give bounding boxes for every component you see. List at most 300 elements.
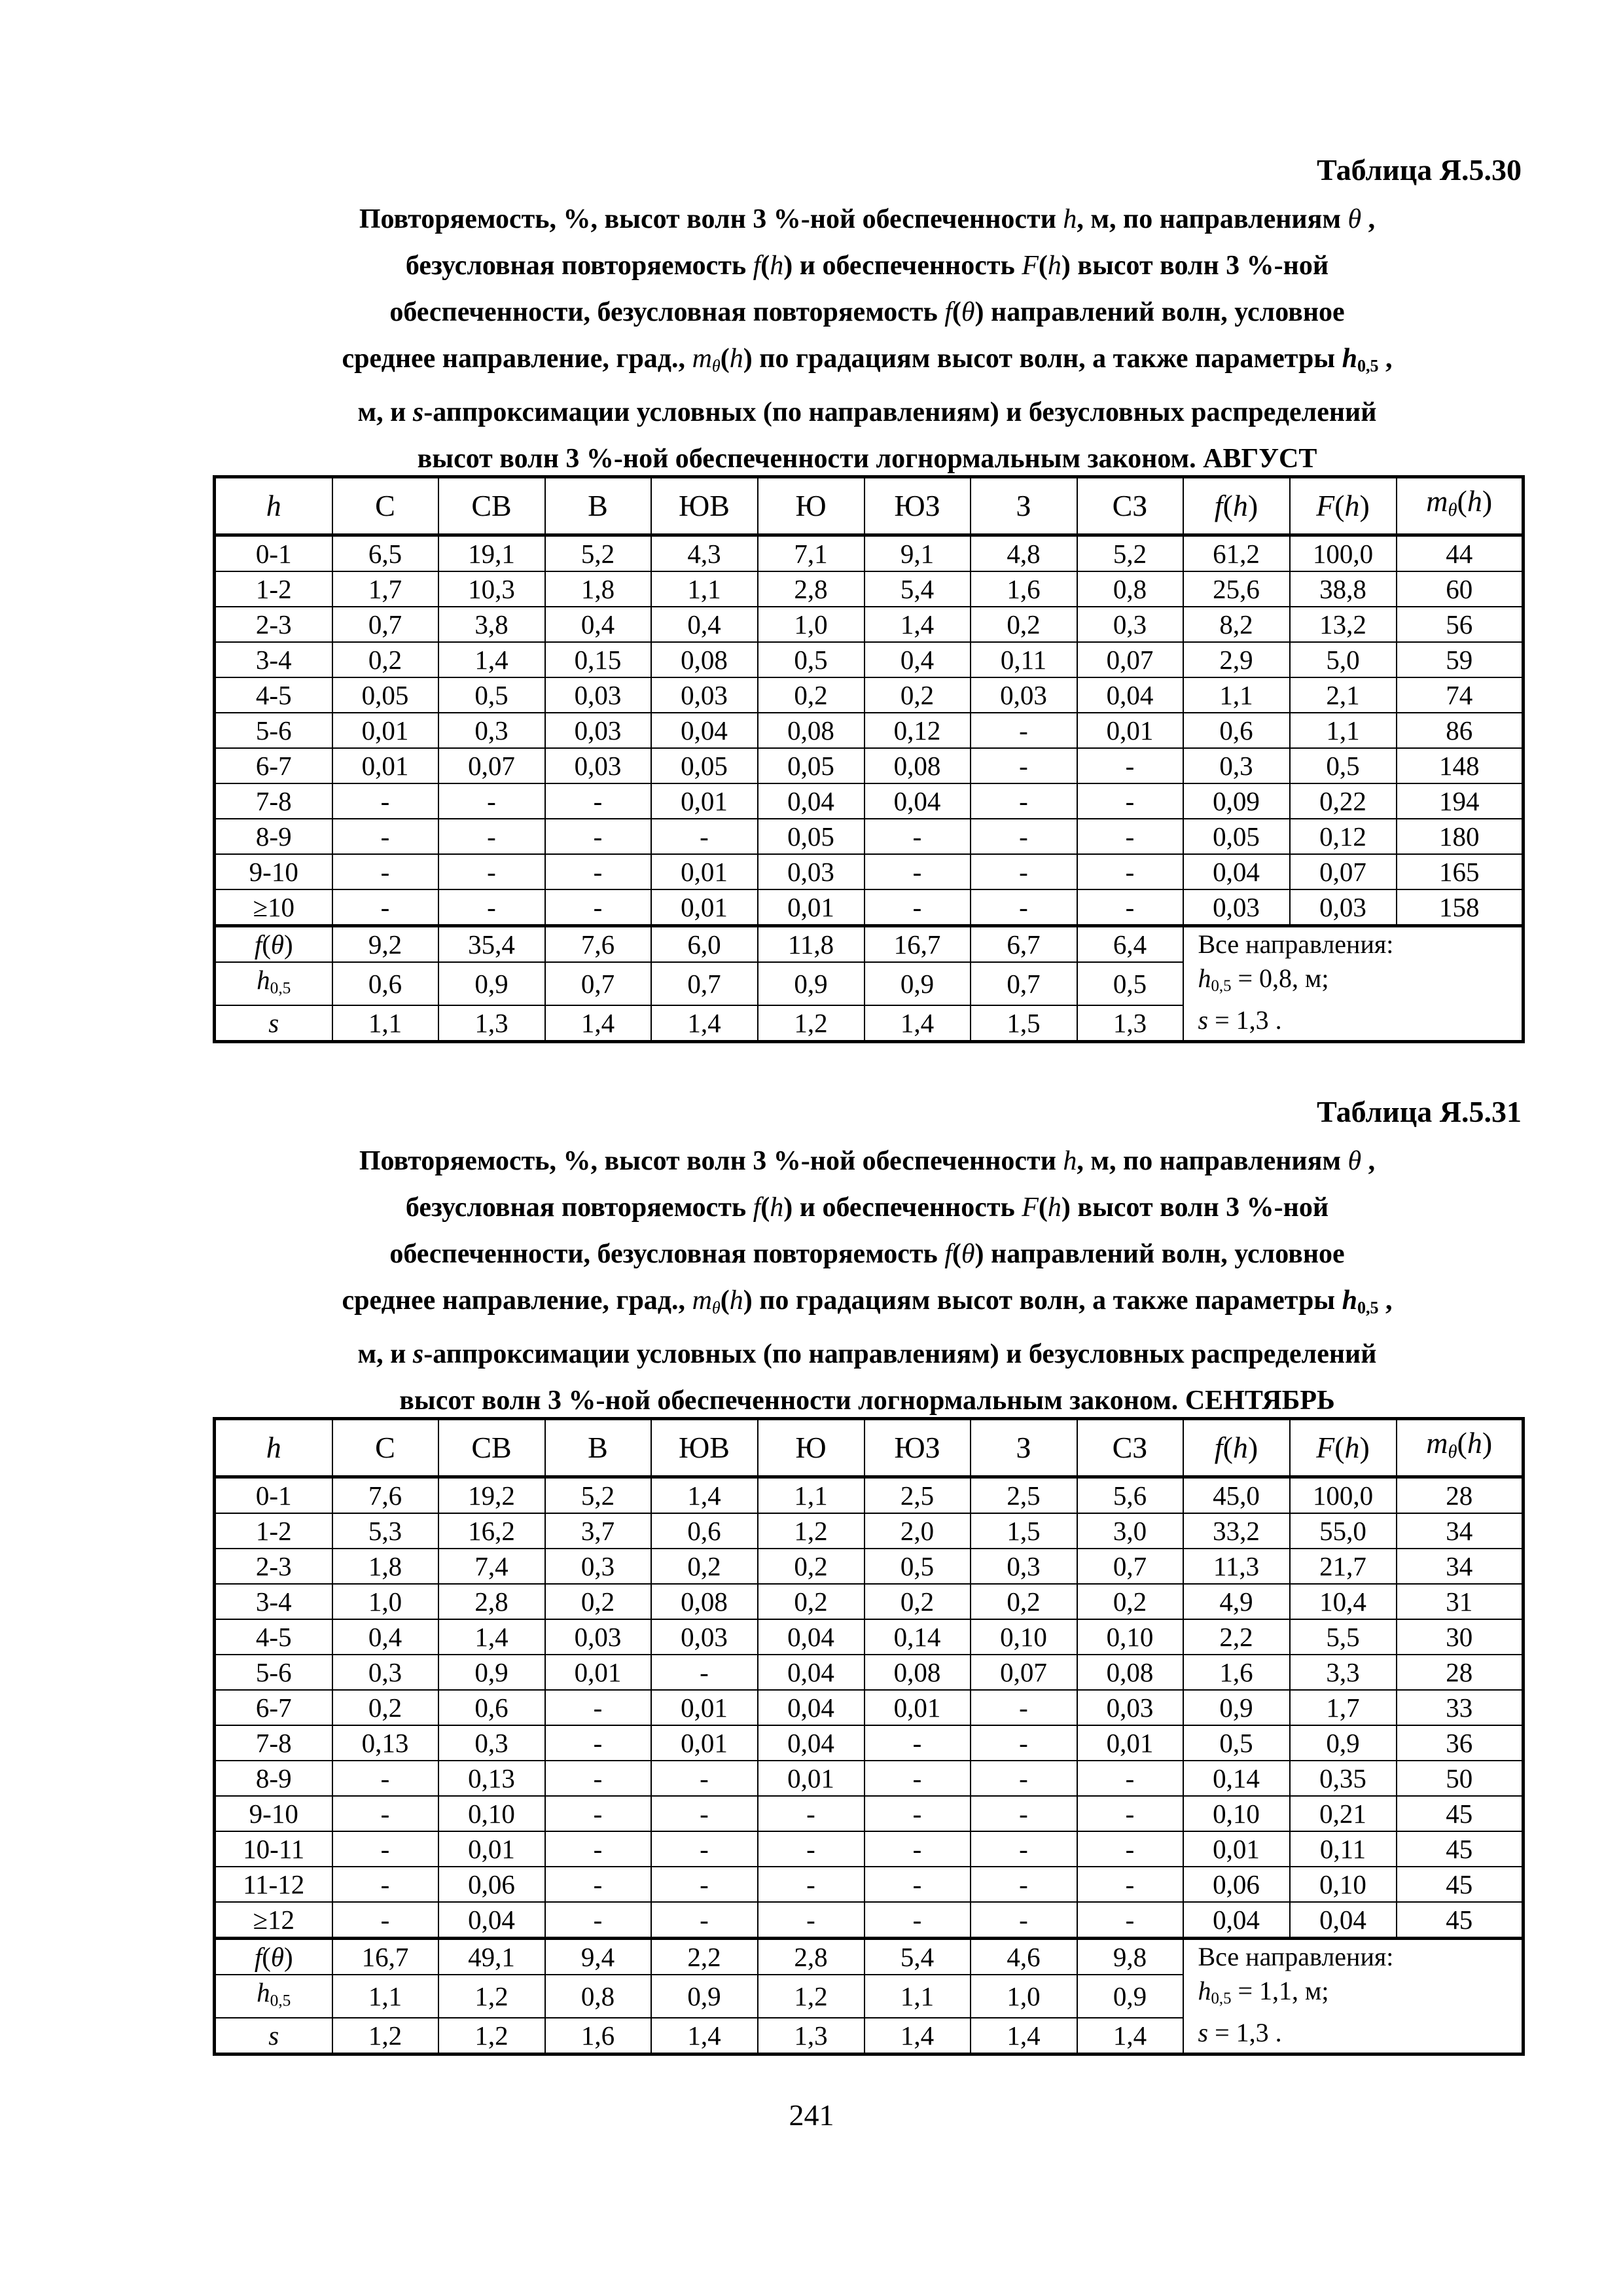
table-cell: -	[545, 1867, 651, 1902]
height-range-cell: 3-4	[215, 642, 332, 677]
table-cell: 5,2	[545, 1477, 651, 1514]
table-cell: 1,1	[651, 571, 758, 607]
table-cell: 0,01	[1183, 1831, 1290, 1867]
table-cell: 2,1	[1290, 677, 1397, 713]
table-cell: 1,6	[1183, 1655, 1290, 1690]
table-cell: -	[332, 1761, 438, 1796]
table-cell: -	[971, 1902, 1077, 1939]
h05-row: $h_{0,5}$ 1,1 1,2 0,8 0,9 1,2 1,1 1,0 0,9	[215, 1975, 1524, 2018]
table-cell: 0,03	[545, 677, 651, 713]
table-row	[215, 1725, 1524, 1761]
table-number: Таблица Я.5.31	[1317, 1095, 1522, 1128]
s-row: s 1,1 1,3 1,4 1,4 1,2 1,4 1,5 1,3	[215, 1005, 1524, 1042]
table-cell: 0,03	[545, 713, 651, 748]
table-cell: 8,2	[1183, 607, 1290, 642]
table-cell: 4,9	[1183, 1584, 1290, 1619]
table-cell: -	[865, 889, 971, 926]
table-cell: 59	[1397, 642, 1524, 677]
table-cell: 0,7	[332, 607, 438, 642]
table-row	[215, 607, 1524, 642]
table-cell: 0,01	[758, 1761, 865, 1796]
height-range-cell: 10-11	[215, 1831, 332, 1867]
table-cell: 31	[1397, 1584, 1524, 1619]
table-cell: 0,01	[332, 748, 438, 783]
table-cell: -	[1077, 819, 1183, 854]
table-cell: -	[438, 854, 545, 889]
table-cell: 0,14	[1183, 1761, 1290, 1796]
table-cell: 0,2	[758, 677, 865, 713]
table-cell: -	[438, 889, 545, 926]
table-cell: 0,3	[438, 1725, 545, 1761]
table-cell: 61,2	[1183, 535, 1290, 572]
table-cell: 0,4	[865, 642, 971, 677]
table-row	[215, 1902, 1524, 1939]
s-row: s 1,2 1,2 1,6 1,4 1,3 1,4 1,4 1,4	[215, 2018, 1524, 2054]
table-cell: 0,9	[1183, 1690, 1290, 1725]
table-cell: -	[1077, 1761, 1183, 1796]
table-cell: 2,8	[438, 1584, 545, 1619]
table-cell: 5,6	[1077, 1477, 1183, 1514]
table-row	[215, 1690, 1524, 1725]
table-cell: 7,1	[758, 535, 865, 572]
table-cell: 0,06	[438, 1867, 545, 1902]
table-cell: 0,7	[1077, 1549, 1183, 1584]
table-cell: 10,4	[1290, 1584, 1397, 1619]
table-row	[215, 1513, 1524, 1549]
table-cell: -	[438, 819, 545, 854]
table-cell: 0,5	[758, 642, 865, 677]
table-cell: -	[971, 783, 1077, 819]
table-cell: -	[545, 1831, 651, 1867]
table-cell: 1,7	[1290, 1690, 1397, 1725]
table-cell: 0,2	[1077, 1584, 1183, 1619]
table-cell: 0,04	[758, 1655, 865, 1690]
table-cell: 45	[1397, 1831, 1524, 1867]
table-cell: 1,8	[332, 1549, 438, 1584]
height-range-cell: 2-3	[215, 607, 332, 642]
table-cell: 0,6	[651, 1513, 758, 1549]
table-cell: 0,01	[651, 1690, 758, 1725]
table-cell: 0,3	[1183, 748, 1290, 783]
table-cell: 55,0	[1290, 1513, 1397, 1549]
table-cell: -	[651, 819, 758, 854]
table-cell: -	[971, 1690, 1077, 1725]
table-cell: 1,6	[971, 571, 1077, 607]
table-cell: 0,07	[1077, 642, 1183, 677]
table-cell: 0,01	[651, 854, 758, 889]
table-cell: 0,04	[651, 713, 758, 748]
table-cell: 0,5	[1183, 1725, 1290, 1761]
height-range-cell: 7-8	[215, 783, 332, 819]
height-range-cell: 1-2	[215, 1513, 332, 1549]
table-cell: 0,03	[1077, 1690, 1183, 1725]
table-cell: 5,4	[865, 571, 971, 607]
table-cell: 7,6	[332, 1477, 438, 1514]
table-cell: 0,10	[1077, 1619, 1183, 1655]
table-cell: -	[1077, 1831, 1183, 1867]
table-cell: -	[1077, 1902, 1183, 1939]
table-cell: -	[758, 1796, 865, 1831]
table-cell: 0,01	[651, 783, 758, 819]
data-table	[213, 1417, 1525, 2056]
table-cell: 38,8	[1290, 571, 1397, 607]
height-range-cell: 5-6	[215, 1655, 332, 1690]
table-cell: 1,2	[758, 1513, 865, 1549]
table-cell: 33,2	[1183, 1513, 1290, 1549]
table-cell: 0,03	[971, 677, 1077, 713]
table-row	[215, 1584, 1524, 1619]
table-cell: 0,9	[1290, 1725, 1397, 1761]
table-cell: 1,0	[332, 1584, 438, 1619]
table-cell: 0,3	[332, 1655, 438, 1690]
table-cell: 194	[1397, 783, 1524, 819]
table-body	[215, 535, 1524, 926]
table-cell: 4,8	[971, 535, 1077, 572]
height-range-cell: 6-7	[215, 748, 332, 783]
table-cell: -	[865, 854, 971, 889]
table-cell: 0,01	[1077, 713, 1183, 748]
height-range-cell: 8-9	[215, 819, 332, 854]
table-row	[215, 642, 1524, 677]
table-cell: -	[545, 1690, 651, 1725]
table-cell: 0,10	[438, 1796, 545, 1831]
table-cell: 0,04	[758, 1690, 865, 1725]
table-cell: 21,7	[1290, 1549, 1397, 1584]
table-cell: 50	[1397, 1761, 1524, 1796]
table-cell: 45	[1397, 1796, 1524, 1831]
table-cell: 7,4	[438, 1549, 545, 1584]
table-cell: 0,01	[758, 889, 865, 926]
table-cell: 1,4	[438, 642, 545, 677]
table-cell: -	[865, 1831, 971, 1867]
table-cell: -	[438, 783, 545, 819]
table-cell: 19,1	[438, 535, 545, 572]
table-cell: -	[971, 713, 1077, 748]
table-cell: 10,3	[438, 571, 545, 607]
table-cell: -	[971, 748, 1077, 783]
table-caption: Повторяемость, %, высот волн 3 %-ной обеспеченности h, м, по направлениям θ , безусловная повторяемость f(h) и обеспеченность F(h) высот волн 3 %-ной обеспеченности, безусловная повторяемость f(θ) направлений волн, условное среднее направление, град., $m_\theta(h)$ по градациям высот волн, а также параметры $h_{0,5}$ , м, и s-аппроксимации условных (по направлениям) и безусловных распределений высот волн 3 %-ной обеспеченности логнормальным законом. СЕНТЯБРЬ	[342, 1146, 1393, 1416]
table-row	[215, 1655, 1524, 1690]
table-cell: 0,11	[971, 642, 1077, 677]
table-cell: -	[651, 1902, 758, 1939]
table-cell: 0,05	[1183, 819, 1290, 854]
header-row: h С СВ В ЮВ Ю ЮЗ З СЗ f(h) F(h) $m_\theta(h)$	[215, 1419, 1524, 1477]
table-cell: 5,2	[545, 535, 651, 572]
table-cell: 0,03	[651, 1619, 758, 1655]
table-cell: 0,01	[651, 889, 758, 926]
table-cell: 0,2	[545, 1584, 651, 1619]
table-row	[215, 1619, 1524, 1655]
table-cell: 0,08	[865, 748, 971, 783]
table-cell: 0,9	[438, 1655, 545, 1690]
table-cell: 0,04	[758, 1619, 865, 1655]
table-cell: 16,2	[438, 1513, 545, 1549]
header-row: h С СВ В ЮВ Ю ЮЗ З СЗ f(h) F(h) $m_\theta(h)$	[215, 477, 1524, 535]
table-cell: -	[865, 1796, 971, 1831]
table-cell: -	[1077, 854, 1183, 889]
table-cell: 165	[1397, 854, 1524, 889]
table-row	[215, 535, 1524, 572]
table-cell: 0,3	[1077, 607, 1183, 642]
table-cell: 0,6	[1183, 713, 1290, 748]
table-cell: -	[545, 1761, 651, 1796]
table-cell: 0,2	[651, 1549, 758, 1584]
table-cell: 0,13	[332, 1725, 438, 1761]
table-cell: 0,07	[971, 1655, 1077, 1690]
table-cell: 2,8	[758, 571, 865, 607]
table-cell: -	[971, 1831, 1077, 1867]
table-cell: 0,04	[1077, 677, 1183, 713]
table-cell: 2,0	[865, 1513, 971, 1549]
table-cell: 0,08	[758, 713, 865, 748]
height-range-cell: 3-4	[215, 1584, 332, 1619]
table-cell: 86	[1397, 713, 1524, 748]
table-cell: -	[332, 889, 438, 926]
table-cell: 0,10	[1183, 1796, 1290, 1831]
table-cell: 45,0	[1183, 1477, 1290, 1514]
table-cell: 45	[1397, 1902, 1524, 1939]
height-range-cell: ≥12	[215, 1902, 332, 1939]
table-cell: 56	[1397, 607, 1524, 642]
table-cell: 0,04	[1183, 1902, 1290, 1939]
table-row	[215, 1867, 1524, 1902]
height-range-cell: 2-3	[215, 1549, 332, 1584]
height-range-cell: 4-5	[215, 677, 332, 713]
table-cell: -	[651, 1796, 758, 1831]
table-cell: -	[651, 1761, 758, 1796]
table-cell: 19,2	[438, 1477, 545, 1514]
table-cell: 0,05	[332, 677, 438, 713]
table-cell: 0,11	[1290, 1831, 1397, 1867]
table-cell: 0,4	[332, 1619, 438, 1655]
table-cell: 0,3	[545, 1549, 651, 1584]
table-cell: 0,2	[865, 1584, 971, 1619]
table-cell: -	[545, 783, 651, 819]
table-cell: -	[1077, 748, 1183, 783]
table-cell: -	[1077, 1867, 1183, 1902]
table-cell: 0,04	[1183, 854, 1290, 889]
table-row	[215, 1549, 1524, 1584]
height-range-cell: 1-2	[215, 571, 332, 607]
table-cell: 0,03	[545, 748, 651, 783]
table-cell: 0,2	[758, 1549, 865, 1584]
table-cell: 0,08	[651, 642, 758, 677]
table-cell: 0,07	[1290, 854, 1397, 889]
all-directions-summary: Все направления: $h_{0,5} = 1,1$, м; s = 1,3 .	[1183, 1939, 1524, 2054]
height-range-cell: 9-10	[215, 854, 332, 889]
table-cell: 0,04	[865, 783, 971, 819]
table-row	[215, 677, 1524, 713]
table-cell: 1,1	[1183, 677, 1290, 713]
table-cell: 0,4	[651, 607, 758, 642]
table-cell: -	[1077, 783, 1183, 819]
table-cell: 158	[1397, 889, 1524, 926]
table-cell: 0,3	[438, 713, 545, 748]
table-cell: 0,12	[1290, 819, 1397, 854]
table-cell: 0,5	[438, 677, 545, 713]
table-cell: -	[545, 1902, 651, 1939]
table-cell: -	[545, 889, 651, 926]
table-cell: -	[865, 1867, 971, 1902]
height-range-cell: 9-10	[215, 1796, 332, 1831]
table-cell: 5,2	[1077, 535, 1183, 572]
table-cell: -	[332, 819, 438, 854]
table-cell: 25,6	[1183, 571, 1290, 607]
table-cell: -	[971, 1761, 1077, 1796]
table-cell: -	[545, 819, 651, 854]
table-cell: 11,3	[1183, 1549, 1290, 1584]
table-cell: 3,0	[1077, 1513, 1183, 1549]
table-cell: 60	[1397, 571, 1524, 607]
table-cell: 0,08	[865, 1655, 971, 1690]
table-cell: -	[332, 783, 438, 819]
height-range-cell: 8-9	[215, 1761, 332, 1796]
table-cell: 6,5	[332, 535, 438, 572]
table-cell: -	[545, 1725, 651, 1761]
table-cell: 0,35	[1290, 1761, 1397, 1796]
table-cell: 13,2	[1290, 607, 1397, 642]
table-cell: 1,7	[332, 571, 438, 607]
table-cell: 0,2	[332, 1690, 438, 1725]
table-number: Таблица Я.5.30	[1317, 153, 1522, 187]
table-cell: -	[1077, 889, 1183, 926]
table-cell: -	[545, 854, 651, 889]
height-range-cell: 11-12	[215, 1867, 332, 1902]
table-cell: -	[865, 1725, 971, 1761]
height-range-cell: 5-6	[215, 713, 332, 748]
table-cell: 1,8	[545, 571, 651, 607]
table-cell: -	[332, 1796, 438, 1831]
data-table	[213, 475, 1525, 1043]
table-cell: 0,8	[1077, 571, 1183, 607]
table-cell: 0,03	[651, 677, 758, 713]
table-cell: 0,12	[865, 713, 971, 748]
height-range-cell: 0-1	[215, 535, 332, 572]
table-cell: 0,04	[758, 783, 865, 819]
table-cell: -	[865, 1761, 971, 1796]
table-cell: 0,04	[1290, 1902, 1397, 1939]
table-cell: 0,05	[758, 748, 865, 783]
table-cell: -	[758, 1831, 865, 1867]
table-cell: 0,5	[1290, 748, 1397, 783]
table-cell: 0,03	[758, 854, 865, 889]
height-range-cell: 0-1	[215, 1477, 332, 1514]
table-cell: 0,4	[545, 607, 651, 642]
table-cell: 1,4	[865, 607, 971, 642]
table-cell: 148	[1397, 748, 1524, 783]
height-range-cell: 7-8	[215, 1725, 332, 1761]
table-cell: 0,2	[332, 642, 438, 677]
table-cell: 34	[1397, 1513, 1524, 1549]
table-cell: 0,6	[438, 1690, 545, 1725]
table-cell: -	[971, 1796, 1077, 1831]
table-cell: -	[971, 1867, 1077, 1902]
table-cell: -	[758, 1867, 865, 1902]
table-cell: 0,08	[651, 1584, 758, 1619]
table-row	[215, 748, 1524, 783]
table-cell: 0,01	[545, 1655, 651, 1690]
table-cell: 33	[1397, 1690, 1524, 1725]
table-cell: 0,03	[1183, 889, 1290, 926]
table-cell: -	[332, 1902, 438, 1939]
table-cell: -	[758, 1902, 865, 1939]
table-cell: 0,13	[438, 1761, 545, 1796]
table-cell: 0,03	[1290, 889, 1397, 926]
table-body	[215, 1477, 1524, 1939]
table-cell: -	[971, 1725, 1077, 1761]
table-cell: 3,7	[545, 1513, 651, 1549]
table-cell: -	[332, 854, 438, 889]
table-row	[215, 1831, 1524, 1867]
table-row	[215, 1761, 1524, 1796]
table-row	[215, 1796, 1524, 1831]
table-cell: -	[865, 1902, 971, 1939]
table-cell: 0,2	[971, 607, 1077, 642]
table-cell: 1,4	[651, 1477, 758, 1514]
table-cell: -	[1077, 1796, 1183, 1831]
table-cell: 3,3	[1290, 1655, 1397, 1690]
table-cell: 4,3	[651, 535, 758, 572]
table-cell: 5,5	[1290, 1619, 1397, 1655]
table-cell: 1,5	[971, 1513, 1077, 1549]
table-cell: 44	[1397, 535, 1524, 572]
table-cell: -	[865, 819, 971, 854]
table-caption: Повторяемость, %, высот волн 3 %-ной обеспеченности h, м, по направлениям θ , безусловная повторяемость f(h) и обеспеченность F(h) высот волн 3 %-ной обеспеченности, безусловная повторяемость f(θ) направлений волн, условное среднее направление, град., $m_\theta(h)$ по градациям высот волн, а также параметры $h_{0,5}$ , м, и s-аппроксимации условных (по направлениям) и безусловных распределений высот волн 3 %-ной обеспеченности логнормальным законом. АВГУСТ	[342, 204, 1393, 474]
table-cell: 0,10	[1290, 1867, 1397, 1902]
table-cell: 0,05	[758, 819, 865, 854]
table-cell: 0,2	[971, 1584, 1077, 1619]
table-cell: -	[651, 1655, 758, 1690]
table-cell: 5,0	[1290, 642, 1397, 677]
table-cell: 0,08	[1077, 1655, 1183, 1690]
table-cell: 0,03	[545, 1619, 651, 1655]
table-cell: 0,01	[651, 1725, 758, 1761]
height-range-cell: 6-7	[215, 1690, 332, 1725]
table-cell: 0,01	[438, 1831, 545, 1867]
table-cell: 36	[1397, 1725, 1524, 1761]
table-cell: 1,1	[758, 1477, 865, 1514]
table-cell: -	[971, 889, 1077, 926]
table-cell: 0,21	[1290, 1796, 1397, 1831]
table-cell: 0,01	[865, 1690, 971, 1725]
table-cell: 0,14	[865, 1619, 971, 1655]
table-cell: -	[651, 1831, 758, 1867]
table-row	[215, 783, 1524, 819]
table-cell: 0,05	[651, 748, 758, 783]
table-cell: -	[651, 1867, 758, 1902]
table-row	[215, 571, 1524, 607]
table-cell: 0,15	[545, 642, 651, 677]
table-cell: 9,1	[865, 535, 971, 572]
table-cell: 2,2	[1183, 1619, 1290, 1655]
table-cell: 28	[1397, 1655, 1524, 1690]
all-directions-summary: Все направления: $h_{0,5} = 0,8$, м; s = 1,3 .	[1183, 926, 1524, 1042]
table-cell: 0,2	[865, 677, 971, 713]
f-theta-row: f(θ) 9,2 35,4 7,6 6,0 11,8 16,7 6,7 6,4 Все направления: $h_{0,5} = 0,8$, м; s = 1,3 .	[215, 926, 1524, 963]
table-cell: 0,01	[332, 713, 438, 748]
table-cell: 0,22	[1290, 783, 1397, 819]
table-cell: 0,5	[865, 1549, 971, 1584]
table-cell: 3,8	[438, 607, 545, 642]
table-cell: 1,1	[1290, 713, 1397, 748]
f-theta-row: f(θ) 16,7 49,1 9,4 2,2 2,8 5,4 4,6 9,8 Все направления: $h_{0,5} = 1,1$, м; s = 1,3 .	[215, 1939, 1524, 1975]
table-cell: 0,06	[1183, 1867, 1290, 1902]
table-row	[215, 819, 1524, 854]
table-row	[215, 713, 1524, 748]
table-cell: 0,04	[758, 1725, 865, 1761]
table-cell: 34	[1397, 1549, 1524, 1584]
height-range-cell: 4-5	[215, 1619, 332, 1655]
